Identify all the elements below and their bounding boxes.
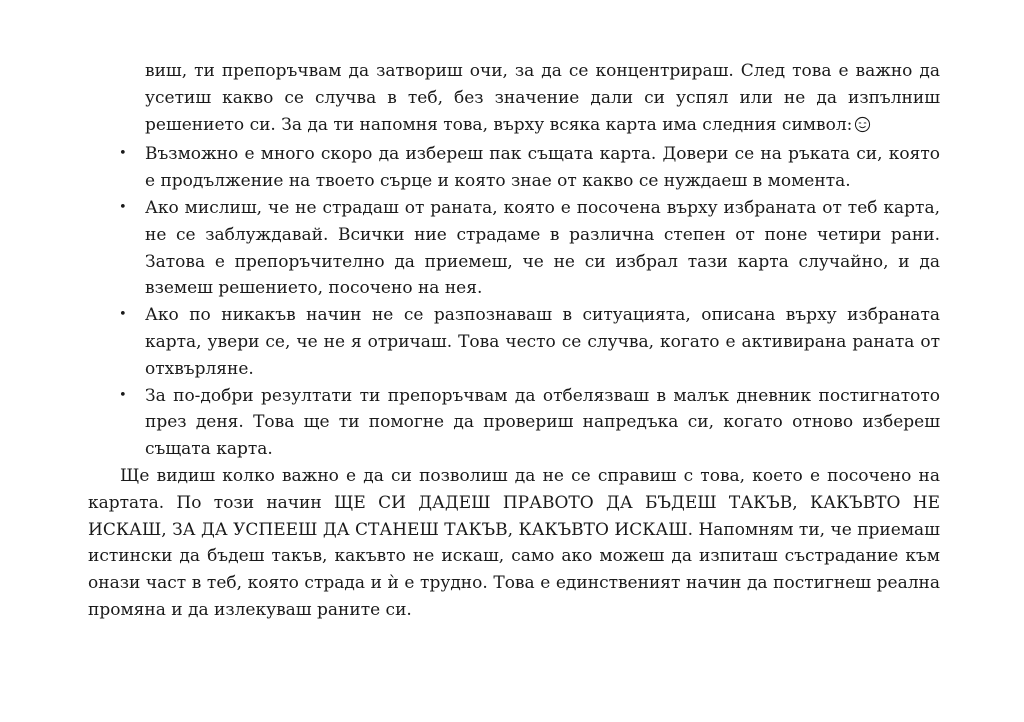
intro-text: виш, ти препоръчвам да затвориш очи, за да се концентрираш. След това е важно да усетиш какво се случва в теб, без значение дали си успял или не да изпълниш решението си. За да ти напомня това, върху всяка карта има следния символ: [145,61,940,135]
bullet-marker: • [119,199,127,215]
document-page [88,58,940,624]
closing-paragraph [88,463,940,624]
list-item [88,195,940,302]
intro-paragraph [88,58,940,141]
list-item [88,302,940,382]
bullet-marker: • [119,307,127,323]
list-item [88,383,940,463]
list-item-text: Ако мислиш, че не страдаш от раната, която е посочена върху избраната от теб карта, не се заблуждавай. Всички ние страдаме в различна степен от поне четири рани. Затова е препоръчително да приемеш, че не си избрал тази карта случайно, и да вземеш решението, посочено на нея. [145,197,940,299]
list-item-text: Възможно е много скоро да избереш пак същата карта. Довери се на ръката си, която е продължение на твоето сърце и която знае от какво се нуждаеш в момента. [145,144,940,192]
bullet-list [88,141,940,463]
list-item-text: За по-добри резултати ти препоръчвам да отбелязваш в малък дневник постигнатото през деня. Това ще ти помогне да провериш напредъка си, когато отново избереш същата карта. [145,385,940,460]
list-item-text: Ако по никакъв начин не се разпознаваш в ситуацията, описана върху избраната карта, увери се, че не я отричаш. Това често се случва, когато е активирана раната от отхвърляне. [145,305,940,379]
bullet-marker: • [119,387,127,403]
list-item [88,141,940,195]
bullet-marker: • [119,146,127,162]
smiley-face-icon [854,115,871,142]
closing-text: Ще видиш колко важно е да си позволиш да не се справиш с това, което е посочено на картата. По този начин ЩЕ СИ ДАДЕШ ПРАВОТО ДА БЪДЕШ ТАКЪВ, КАКЪВТО НЕ ИСКАШ, ЗА ДА УСПЕЕШ ДА СТАНЕШ ТАКЪВ, КАКЪВТО ИСКАШ. Напомням ти, че приемаш истински да бъдеш такъв, какъвто не искаш, само ако можеш да изпиташ състрадание към онази част в теб, която страда и ѝ е трудно. Това е единственият начин да постигнеш реална промяна и да излекуваш раните си. [88,465,940,620]
